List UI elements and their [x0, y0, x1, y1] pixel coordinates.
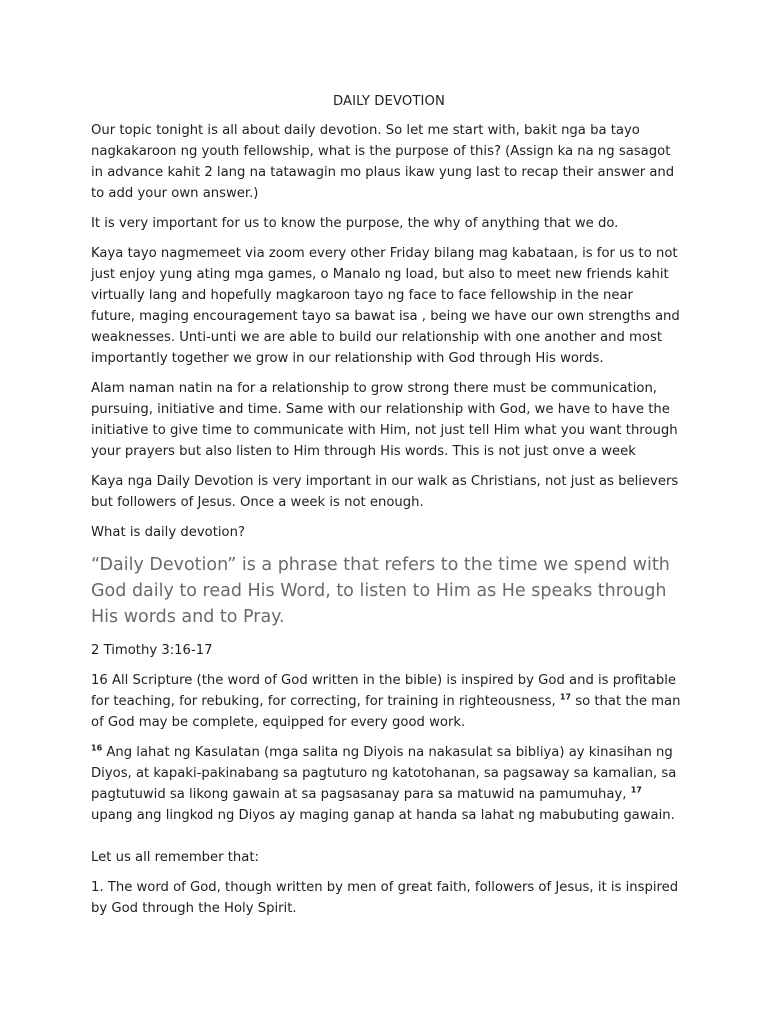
blank-line [91, 835, 681, 847]
point-one: 1. The word of God, though written by men of great faith, followers of Jesus, it is inspired by God through the Holy Spirit. [91, 880, 679, 916]
verse-number: 17 [630, 785, 642, 795]
verse-english [91, 670, 681, 733]
paragraph-relationship: Alam naman natin na for a relationship to grow strong there must be communication, pursuing, initiative and time. Same with our relationship with God, we have to have the initiative to give time to communicate with Him, not just tell Him what you want through your prayers but also listen to Him through His words. This is not just onve a week [91, 381, 678, 459]
paragraph-purpose: It is very important for us to know the purpose, the why of anything that we do. [91, 216, 619, 231]
verse-number: 17 [559, 692, 572, 702]
verse-tagalog [91, 742, 681, 826]
paragraph-importance: Kaya nga Daily Devotion is very important in our walk as Christians, not just as believers but followers of Jesus. Once a week is not enough. [91, 474, 679, 510]
verse-tagalog-part-a: Ang lahat ng Kasulatan (mga salita ng Diyois na nakasulat sa bibliya) ay kinasihan ng Diyos, at kapaki-pakinabang sa pagtuturo ng katotohanan, sa pagsaway sa kamalian, sa pagtutuwid sa likong gawain at sa pagsasanay para sa matuwid na pamumuhay, [91, 745, 677, 802]
remember-heading: Let us all remember that: [91, 850, 259, 865]
definition-quote: “Daily Devotion” is a phrase that refers to the time we spend with God daily to read His Word, to listen to Him as He speaks through His words and to Pray. [91, 555, 670, 627]
document-body [91, 91, 681, 928]
question-heading: What is daily devotion? [91, 525, 245, 540]
document-title: DAILY DEVOTION [333, 94, 445, 109]
verse-tagalog-part-b: upang ang lingkod ng Diyos ay maging ganap at handa sa lahat ng mabubuting gawain. [91, 808, 675, 823]
verse-english-part-b: so that the man of God may be complete, equipped for every good work. [91, 694, 681, 730]
paragraph-topic: Our topic tonight is all about daily devotion. So let me start with, bakit nga ba tayo nagkakaroon ng youth fellowship, what is the purpose of this? (Assign ka na ng sasagot in advance kahit 2 lang na tatawagin mo plaus ikaw yung last to recap their answer and to add your own answer.) [91, 123, 675, 201]
paragraph-zoom-meetings: Kaya tayo nagmemeet via zoom every other Friday bilang mag kabataan, is for us to not just enjoy yung ating mga games, o Manalo ng load, but also to meet new friends kahit virtually lang and hopefully magkaroon tayo ng face to face fellowship in the near future, maging encouragement tayo sa bawat isa , being we have our own strengths and weaknesses. Unti-unti we are able to build our relationship with one another and most importantly together we grow in our relationship with God through His words. [91, 246, 680, 366]
verse-number: 16 [91, 743, 103, 753]
scripture-reference: 2 Timothy 3:16-17 [91, 643, 213, 658]
verse-english-part-a: 16 All Scripture (the word of God written in the bible) is inspired by God and is profitable for teaching, for rebuking, for correcting, for training in righteousness, [91, 673, 677, 709]
